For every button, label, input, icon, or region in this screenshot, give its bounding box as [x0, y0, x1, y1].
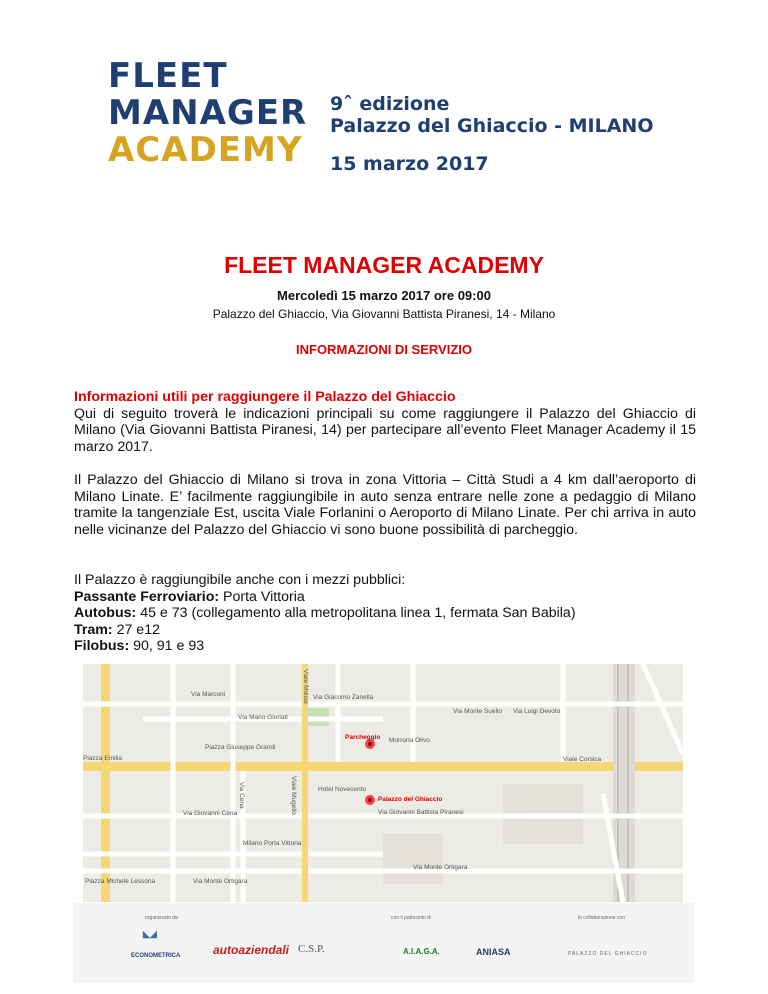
event-datetime: Mercoledì 15 marzo 2017 ore 09:00	[277, 288, 491, 303]
map-label: Piazza Giuseppe Grandi	[205, 744, 276, 751]
event-address: Palazzo del Ghiaccio, Via Giovanni Battista Piranesi, 14 - Milano	[212, 307, 556, 321]
map-label-parking: Parcheggio	[345, 734, 381, 741]
aiaga-logo: A.I.A.G.A.	[403, 947, 440, 956]
patronage-label: con il patrocinio di	[391, 915, 432, 921]
edition-number: 9ˆ edizione	[330, 93, 450, 115]
transport-value: 90, 91 e 93	[129, 638, 205, 654]
logo-line-fleet: FLEET	[108, 56, 228, 96]
transport-line-trolleybus	[74, 638, 696, 655]
transport-value: 27 e12	[112, 621, 160, 638]
transport-paragraph	[74, 572, 696, 655]
transport-intro: Il Palazzo è raggiungibile anche con i mezzi pubblici:	[74, 572, 406, 588]
location-map[interactable]	[83, 664, 683, 902]
map-label: Via Monte Suello	[453, 708, 503, 715]
transport-label: Filobus:	[74, 638, 130, 654]
map-label: Viale Molise	[302, 669, 309, 704]
map-label: Morrona Olivo	[389, 737, 430, 744]
organized-by-label: organizzato da	[145, 915, 178, 921]
map-label: Via Monte Ortigara	[193, 878, 248, 885]
transport-line-tram	[74, 622, 696, 639]
econometrica-logo: ECONOMETRICA	[131, 953, 181, 959]
map-label-palazzo: Palazzo del Ghiaccio	[378, 796, 443, 803]
edition-date: 15 marzo 2017	[330, 153, 489, 175]
event-title: FLEET MANAGER ACADEMY	[224, 252, 544, 278]
map-label: Via Marconi	[191, 691, 226, 698]
csp-logo: C.S.P.	[298, 943, 325, 955]
autoaziendali-logo: autoaziendali	[213, 943, 290, 957]
map-label: Via Giovanni Cena	[183, 810, 238, 817]
transport-label: Tram:	[74, 621, 113, 638]
major-road-west	[101, 664, 110, 902]
info-heading: Informazioni utili per raggiungere il Palazzo del Ghiaccio	[74, 389, 456, 405]
map-label: Via Giacomo Zanella	[313, 694, 374, 701]
transport-value: Porta Vittoria	[219, 588, 305, 605]
fleet-manager-academy-logo	[108, 58, 307, 169]
map-label: Viale Corsica	[563, 756, 602, 763]
transport-value: 45 e 73 (collegamento alla metropolitana linea 1, fermata San Babila)	[136, 605, 576, 621]
map-label: Milano Porta Vittoria	[243, 840, 302, 847]
edition-venue: Palazzo del Ghiaccio - MILANO	[330, 115, 654, 137]
section-heading: INFORMAZIONI DI SERVIZIO	[296, 342, 472, 357]
transport-line-train	[74, 589, 696, 606]
palazzo-marker	[365, 795, 375, 805]
map-label: Via Monte Ortigara	[413, 864, 468, 871]
intro-paragraph	[74, 389, 696, 455]
map-label: Viale Mugello	[290, 776, 297, 815]
map-label: Piazza Michele Lessona	[85, 878, 156, 885]
aniasa-logo: ANIASA	[476, 947, 511, 957]
palazzo-ghiaccio-logo: PALAZZO DEL GHIACCIO	[568, 951, 648, 957]
map-roads	[83, 664, 683, 902]
transport-label: Passante Ferroviario:	[74, 588, 220, 605]
collaboration-label: in collaborazione con	[578, 915, 625, 921]
edition-block	[330, 93, 653, 175]
logo-line-manager: MANAGER	[108, 93, 308, 133]
location-paragraph: Il Palazzo del Ghiaccio di Milano si trova in zona Vittoria – Città Studi a 4 km dall’aeroporto di Milano Linate. E’ facilmente raggiungibile in auto senza entrare nelle zone a pedaggio di Milano tramite la tangenziale Est, uscita Viale Forlanini o Aeroporto di Milano Linate. Per chi arriva in auto nelle vicinanze del Palazzo del Ghiaccio vi sono buone possibilità di parcheggio.	[74, 472, 696, 538]
sponsors-bar	[73, 903, 694, 983]
intro-text: Qui di seguito troverà le indicazioni principali su come raggiungere il Palazzo del Ghiaccio di Milano (Via Giovanni Battista Piranesi, 14) per partecipare all’evento Fleet Manager Academy il 15 marzo 2017.	[74, 405, 696, 455]
map-label: Via Giovanni Battista Piranesi	[378, 809, 464, 816]
map-label: Hotel Novecento	[318, 786, 367, 793]
econometrica-logo-icon: ◣◢	[143, 929, 157, 939]
map-label: Via Luigi Devoto	[513, 708, 561, 715]
transport-label: Autobus:	[74, 605, 137, 621]
map-label: Via Mario Giuriati	[238, 714, 288, 721]
map-label: Piazza Emilia	[83, 755, 123, 762]
map-label: Via Cena	[238, 782, 245, 809]
logo-line-academy: ACADEMY	[108, 130, 303, 170]
transport-line-bus	[74, 605, 696, 622]
